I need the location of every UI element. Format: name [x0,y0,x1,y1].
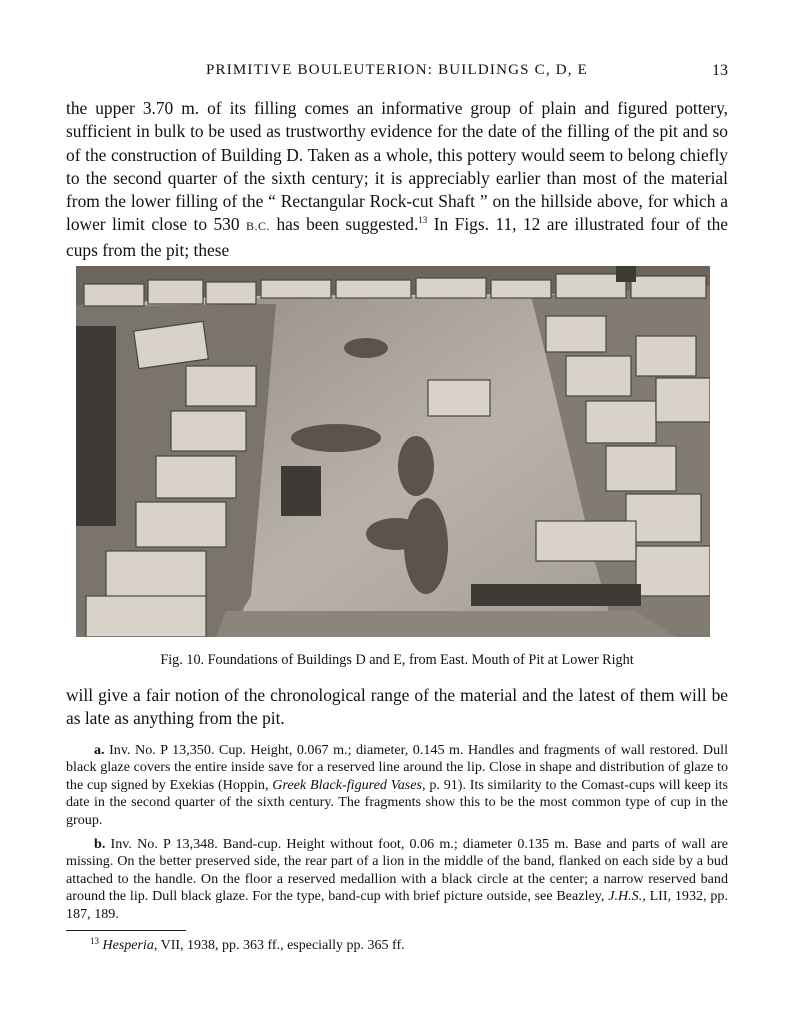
catalog-item-b [66,836,728,923]
footnote-ref[interactable]: 13 [418,215,428,226]
item-a-text-2: p. 91). Its similarity to the Comast-cups will keep its date in the second quarter of the sixth century. The fragments show this to be the most common type of cup in the group. [66,776,729,828]
item-b-label: b. [94,836,106,852]
para1-text-a: the upper 3.70 m. of its filling comes an informative group of plain and figured pottery, sufficient in bulk to be used as trustworthy evidence for the date of the filling of the pit and so of the construction of Building D. Taken as a whole, this pottery would seem to belong chiefly to the second quarter of the sixth century; it is appreciably earlier than most of the material from the lower filling of the “ Rectangular Rock-cut Shaft ” on the hillside above, for which a lower limit close to 530 [66,98,728,235]
catalog-item-a [66,742,728,829]
footnote-text: VII, 1938, pp. 363 ff., especially pp. 365 ff. [160,938,405,953]
figure-photo-foundations [76,266,710,637]
footnote-divider [66,930,186,931]
page-number: 13 [712,62,728,79]
item-a-ref-title: Greek Black-figured Vases, [272,776,426,793]
excavation-photo [76,266,710,637]
footnote-title: Hesperia, [102,938,158,953]
item-a-text-1: Inv. No. P 13,350. Cup. Height, 0.067 m.; diameter, 0.145 m. Handles and fragments of wall restored. Dull black glaze covers the entire inside save for a reserved line around the lip. Close in shape and distribution of glaze to the cup signed by Exekias (Hoppin, [66,742,728,793]
item-b-ref-title: J.H.S., [608,888,646,905]
bc-abbrev: B.C. [246,219,271,234]
running-title: PRIMITIVE BOULEUTERION: BUILDINGS C, D, E [205,62,589,78]
running-header [66,62,728,84]
item-b-text-2: LII, 1932, pp. 187, 189. [66,888,728,922]
figure-caption: Fig. 10. Foundations of Buildings D and E, from East. Mouth of Pit at Lower Right [160,652,634,668]
para1-text-b: has been suggested. [276,214,419,235]
item-a-label: a. [94,742,105,758]
footnote-number: 13 [90,936,99,946]
footnote [90,938,405,954]
body-paragraph-1 [66,97,728,262]
body-paragraph-2: will give a fair notion of the chronological range of the material and the latest of them will be as late as anything from the pit. [66,685,728,729]
item-b-text-1: Inv. No. P 13,348. Band-cup. Height without foot, 0.06 m.; diameter 0.135 m. Base and parts of wall are missing. On the better preserved side, the rear part of a lion in the middle of the band, flanked on each side by a bud attached to the handle. On the floor a reserved medallion with a black circle at the center; a narrow reserved band around the lip. Dull black glaze. For the type, band-cup with brief picture outside, see Beazley, [66,836,729,905]
para1-text-c: In Figs. 11, 12 are illustrated four of the cups from the pit; these [66,214,729,260]
